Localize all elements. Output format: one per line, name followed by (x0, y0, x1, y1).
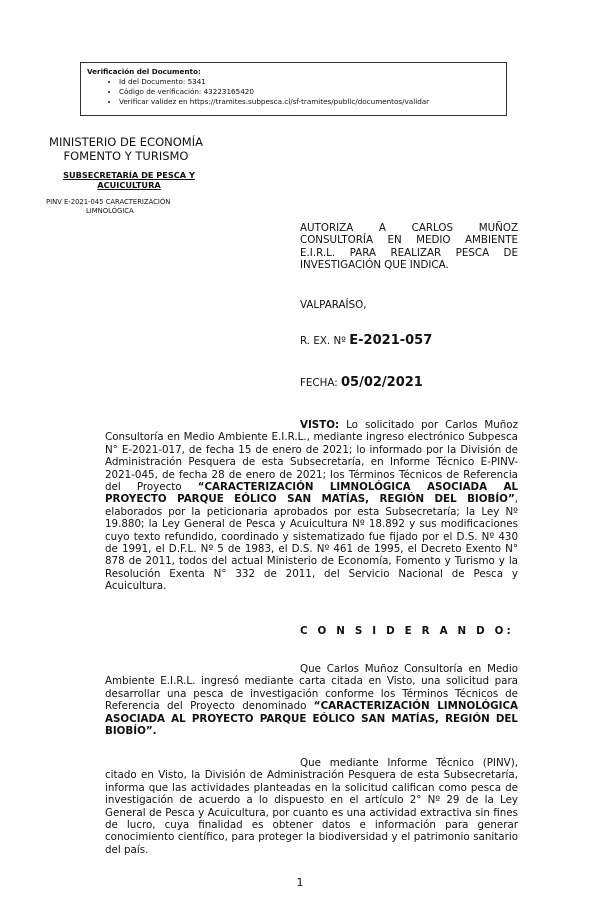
pinv-line-2: LIMNOLÓGICA (86, 207, 134, 215)
ministry-line-2: FOMENTO Y TURISMO (63, 149, 189, 163)
visto-label: VISTO: (300, 419, 340, 431)
subsecretaria-line-2: ACUICULTURA (97, 180, 161, 190)
considerando-paragraph-1 (105, 663, 518, 737)
visto-text-1: Lo solicitado por Carlos Muñoz Consultoría en Medio Ambiente E.I.R.L., mediante ingreso electrónico Subpesca N° E-2021-017, de fecha 15 de enero de 2021; lo informado por la División de Administración Pesquera de esta Subsecretaría, en Informe Técnico E-PINV-2021-045, de fecha 28 de enero de 2021; los Términos Técnicos de Referencia del Proyecto (105, 419, 518, 494)
considerando-2-text: Que mediante Informe Técnico (PINV), citado en Visto, la División de Administración Pesquera de esta Subsecretaría, informa que las actividades planteadas en la solicitud califican como pesca de investigación de acuerdo a lo dispuesto en el artículo 2° Nº 29 de la Ley General de Pesca y Acuicultura, por cuanto es una actividad extractiva sin fines de lucro, cuya finalidad es obtener datos e información para generar conocimiento científico, para proteger la biodiversidad y el patrimonio sanitario del país. (105, 757, 518, 856)
verification-title: Verificación del Documento: (87, 67, 201, 76)
date-label: FECHA: (300, 377, 338, 389)
resolution-id: E-2021-057 (349, 333, 433, 348)
verification-item-url: • Verificar validez en https://tramites.subpesca.cl/sf-tramites/public/documentos/validar (119, 97, 506, 107)
considerando-1-text: Que Carlos Muñoz Consultoría en Medio Ambiente E.I.R.L. ingresó mediante carta citada en Visto, una solicitud para desarrollar una pesca de investigación conforme los Términos Técnicos de Referencia del Proyecto denominado (105, 663, 518, 713)
date-value: 05/02/2021 (340, 375, 423, 390)
subsecretaria-name (44, 170, 214, 190)
resolution-label: R. EX. Nº (300, 335, 346, 347)
visto-project-title: “CARACTERIZACIÓN LIMNOLÓGICA ASOCIADA AL PROYECTO PARQUE EÓLICO SAN MATÍAS, REGIÓN DEL BIOBÍO” (105, 481, 518, 506)
verification-box (80, 62, 507, 116)
ministry-name (36, 135, 216, 163)
verification-list (87, 77, 506, 107)
subsecretaria-line-1: SUBSECRETARÍA DE PESCA Y (63, 170, 195, 180)
considerando-1-project-title: “CARACTERIZACIÓN LIMNOLÓGICA ASOCIADA AL PROYECTO PARQUE EÓLICO SAN MATÍAS, REGIÓN DEL BIOBÍO”. (105, 700, 518, 738)
visto-paragraph (105, 419, 518, 593)
resolution-date (300, 375, 423, 390)
verification-item-code: • Código de verificación: 43223165420 (119, 87, 506, 97)
considerando-paragraph-2 (105, 757, 518, 856)
pinv-reference (46, 198, 216, 216)
considerando-heading: C O N S I D E R A N D O: (300, 625, 514, 637)
resolution-summary: AUTORIZA A CARLOS MUÑOZ CONSULTORÍA EN MEDIO AMBIENTE E.I.R.L. PARA REALIZAR PESCA DE INVESTIGACIÓN QUE INDICA. (300, 222, 518, 272)
verification-item-id: • Id del Documento: 5341 (119, 77, 506, 87)
ministry-line-1: MINISTERIO DE ECONOMÍA (49, 135, 203, 149)
page-number: 1 (296, 876, 304, 889)
visto-text-2: , elaborados por la peticionaria aprobados por esta Subsecretaría; la Ley Nº 19.880; la Ley General de Pesca y Acuicultura Nº 18.892 y sus modificaciones cuyo texto refundido, coordinado y sistematizado fue fijado por el D.S. Nº 430 de 1991, el D.F.L. Nº 5 de 1983, el D.S. Nº 461 de 1995, el Decreto Exento N° 878 de 2011, todos del actual Ministerio de Economía, Fomento y Turismo y la Resolución Exenta N° 332 de 2011, del Servicio Nacional de Pesca y Acuicultura. (105, 493, 518, 593)
pinv-line-1: PINV E-2021-045 CARACTERIZACIÓN (46, 198, 171, 206)
place: VALPARAÍSO, (300, 299, 367, 311)
resolution-number (300, 333, 432, 348)
